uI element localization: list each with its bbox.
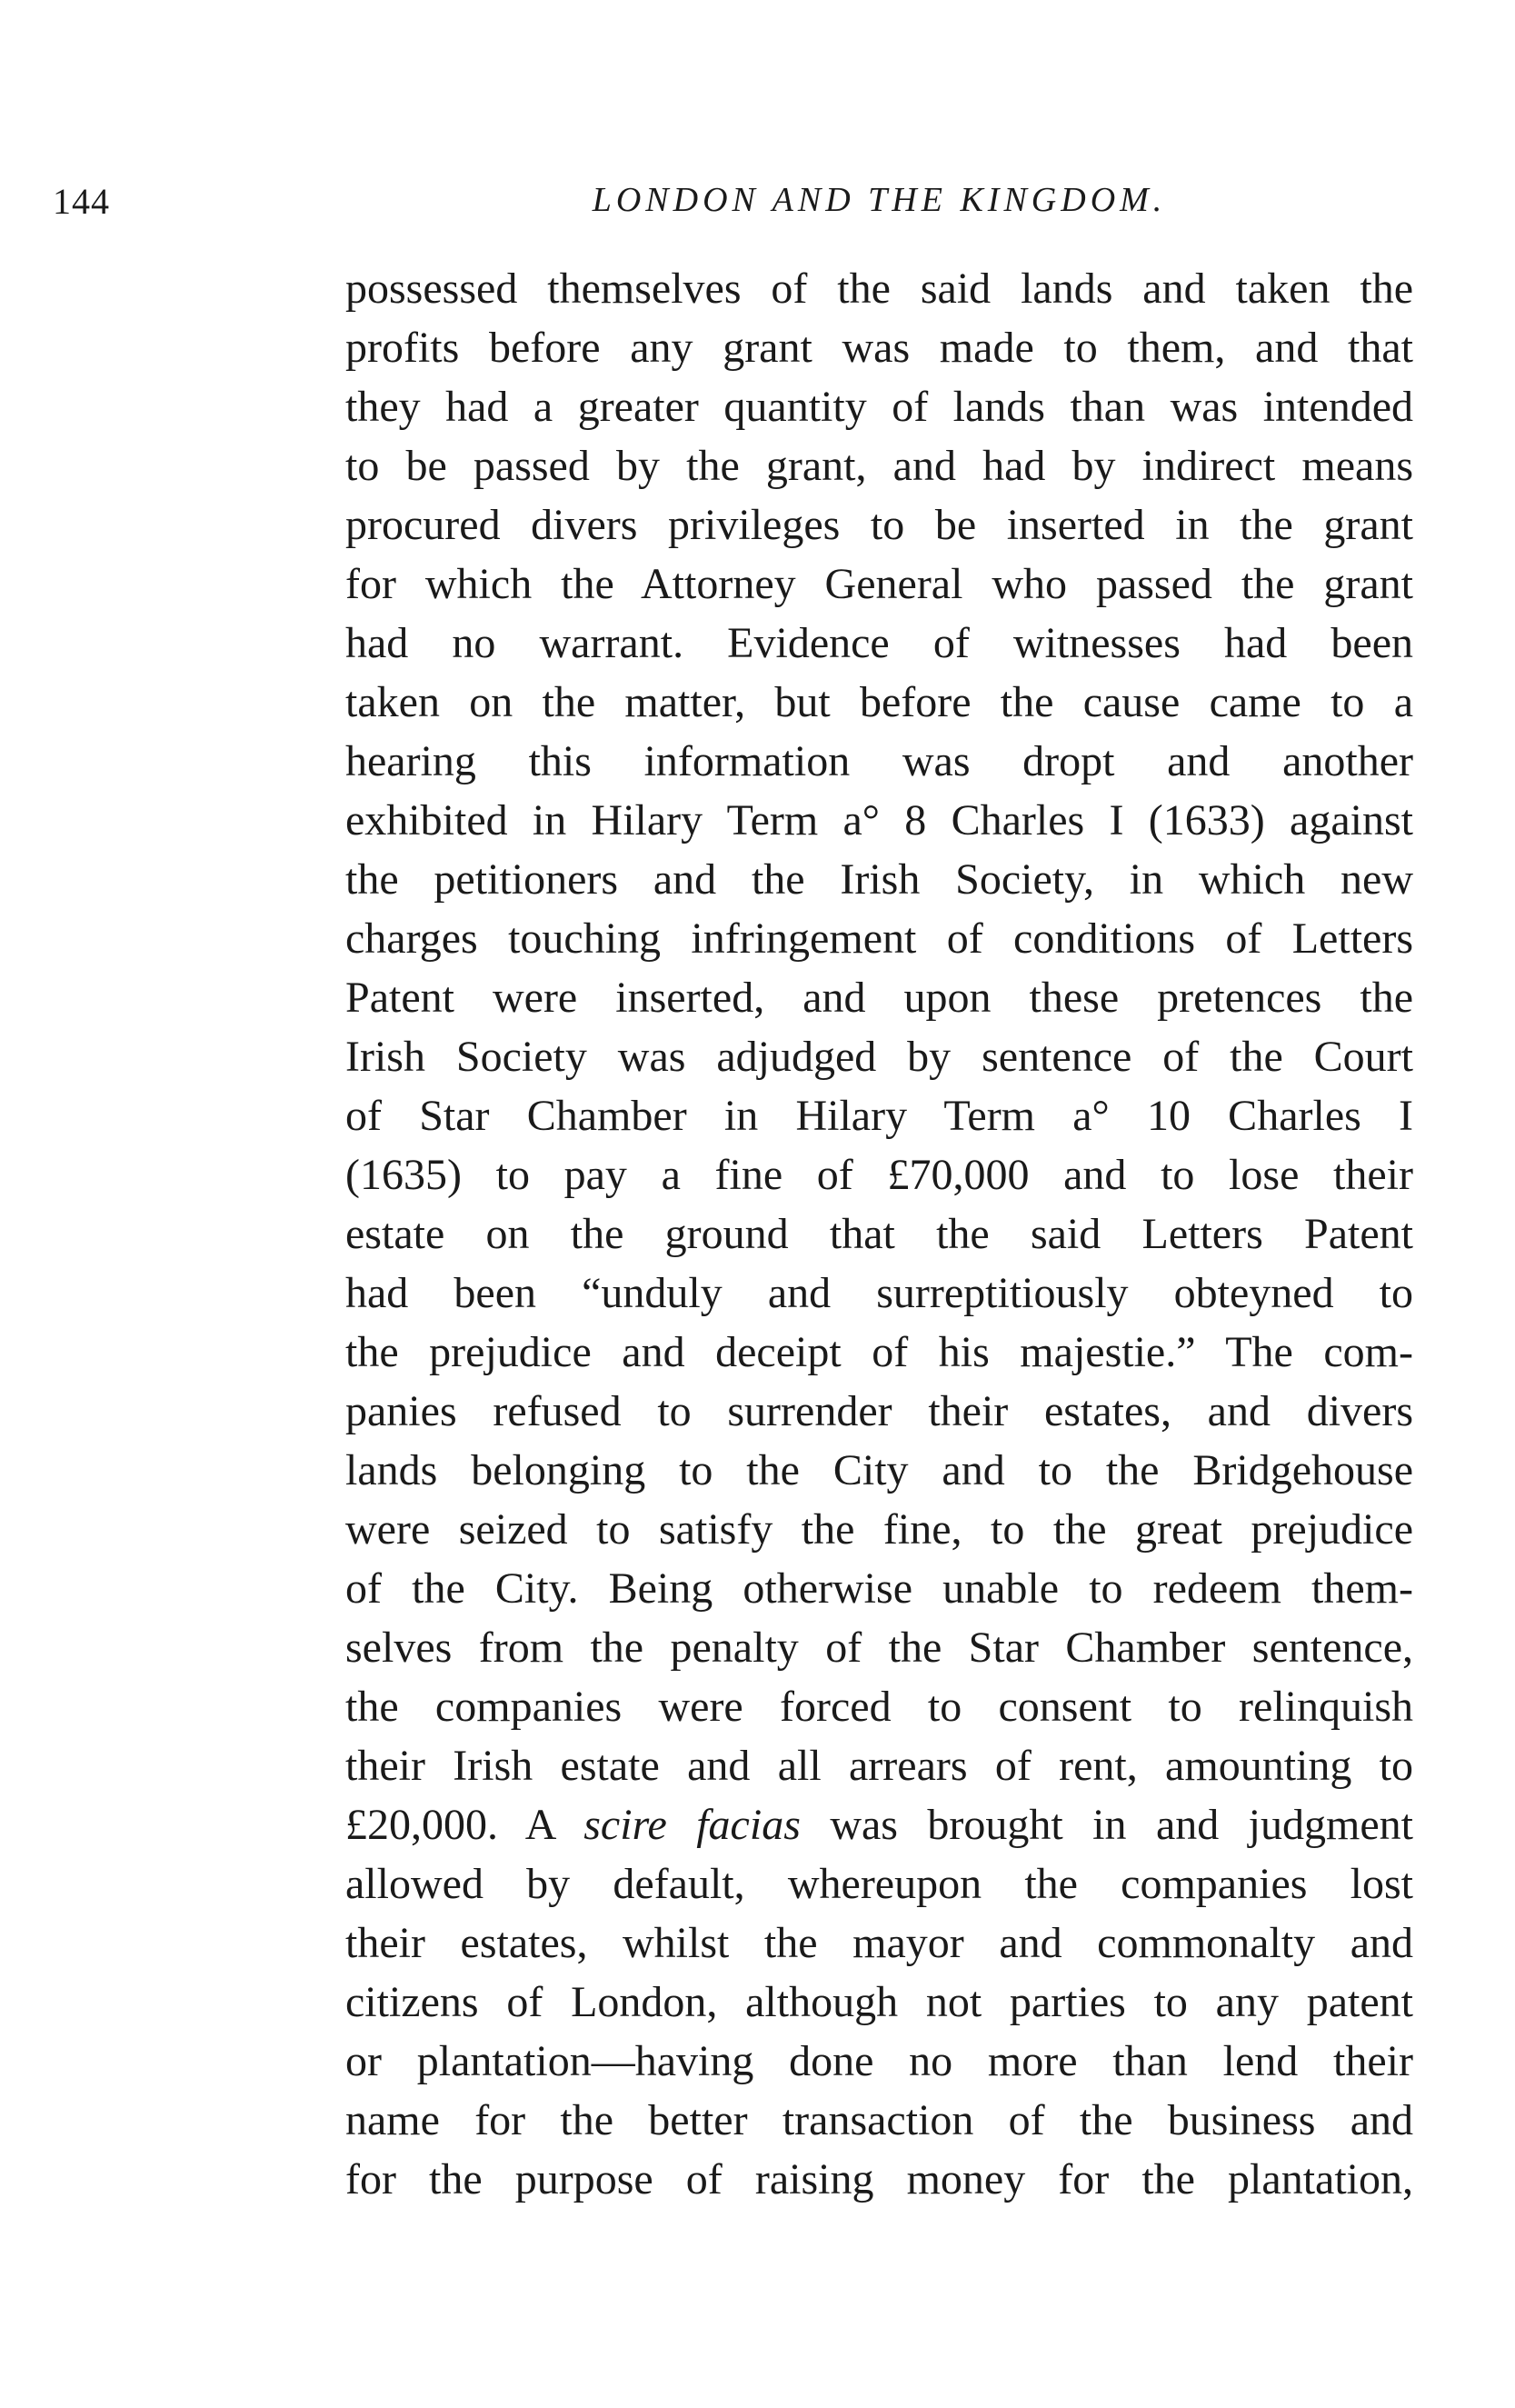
text-line: Irish Society was adjudged by sentence of the Court [345, 1033, 1413, 1081]
text-line: the prejudice and deceipt of his majestie.” The com- [345, 1328, 1413, 1376]
text-line: for the purpose of raising money for the plantation, [345, 2155, 1413, 2203]
text-line: were seized to satisfy the fine, to the great prejudice [345, 1505, 1413, 1554]
text-line: to be passed by the grant, and had by indirect means [345, 442, 1413, 490]
text-line: charges touching infringement of conditions of Letters [345, 914, 1413, 963]
text-line: allowed by default, whereupon the companies lost [345, 1860, 1413, 1908]
running-head: LONDON AND THE KINGDOM. [592, 181, 1167, 219]
text-line: exhibited in Hilary Term a° 8 Charles I (1633) against [345, 796, 1413, 844]
text-line: had no warrant. Evidence of witnesses had been [345, 619, 1413, 667]
italic-term: scire facias [583, 1801, 801, 1849]
line-part-before: £20,000. A [345, 1801, 584, 1849]
text-line: lands belonging to the City and to the Bridgehouse [345, 1446, 1413, 1494]
page-number: 144 [53, 181, 110, 222]
text-line: citizens of London, although not parties to any patent [345, 1978, 1413, 2026]
text-line: possessed themselves of the said lands and taken the [345, 265, 1413, 313]
text-line: panies refused to surrender their estates, and divers [345, 1387, 1413, 1435]
text-line: (1635) to pay a fine of £70,000 and to lose their [345, 1151, 1413, 1199]
text-line: procured divers privileges to be inserted in the grant [345, 501, 1413, 549]
text-line: of the City. Being otherwise unable to redeem them- [345, 1564, 1413, 1613]
text-line: their Irish estate and all arrears of rent, amounting to [345, 1742, 1413, 1790]
text-line: Patent were inserted, and upon these pretences the [345, 974, 1413, 1022]
text-line: or plantation—having done no more than lend their [345, 2037, 1413, 2085]
line-part-after: was brought in and judgment [800, 1801, 1413, 1849]
text-line: estate on the ground that the said Letters Patent [345, 1210, 1413, 1258]
text-line: their estates, whilst the mayor and commonalty and [345, 1919, 1413, 1967]
text-line: profits before any grant was made to them, and that [345, 324, 1413, 372]
text-line: of Star Chamber in Hilary Term a° 10 Charles I [345, 1092, 1413, 1140]
text-line-with-italic [345, 1795, 1413, 1854]
text-line: selves from the penalty of the Star Chamber sentence, [345, 1624, 1413, 1672]
text-line: hearing this information was dropt and another [345, 737, 1413, 785]
body-text [345, 259, 1413, 2209]
text-line: the companies were forced to consent to relinquish [345, 1683, 1413, 1731]
text-line: had been “unduly and surreptitiously obteyned to [345, 1269, 1413, 1317]
text-line: for which the Attorney General who passed the grant [345, 560, 1413, 608]
text-line: the petitioners and the Irish Society, in which new [345, 855, 1413, 904]
text-line: name for the better transaction of the business and [345, 2096, 1413, 2144]
text-line: taken on the matter, but before the cause came to a [345, 678, 1413, 726]
text-line: they had a greater quantity of lands than was intended [345, 383, 1413, 431]
